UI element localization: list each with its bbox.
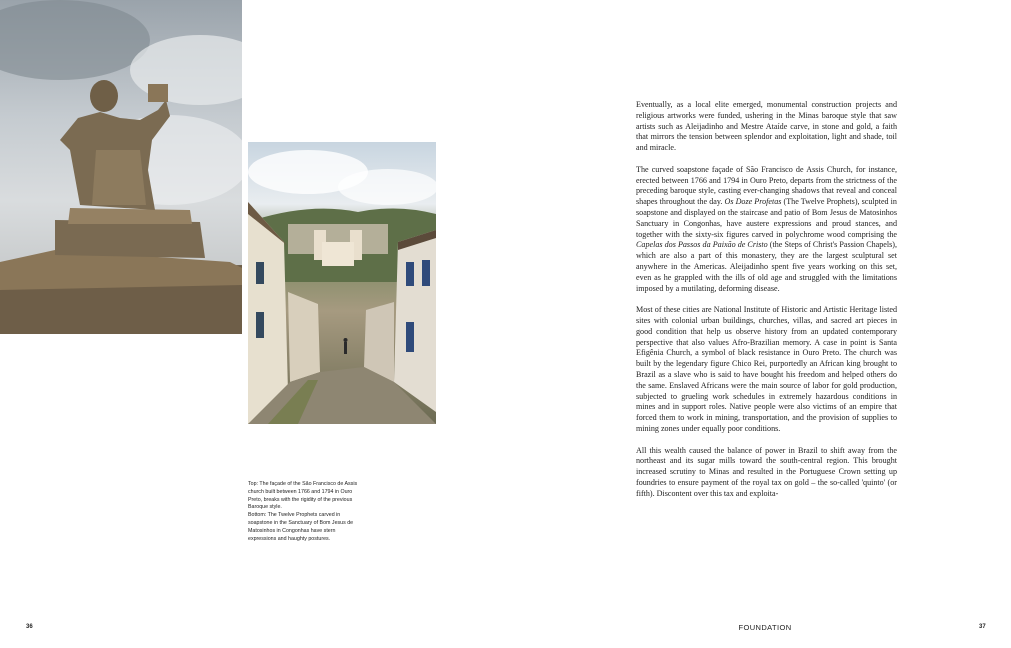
- street-photo: [248, 142, 436, 424]
- photo-caption: [248, 481, 360, 543]
- running-head: FOUNDATION: [738, 623, 792, 632]
- statue-photo: [0, 0, 242, 334]
- paragraph-3: Most of these cities are National Institute of Historic and Artistic Heritage listed sites with colonial urban buildings, churches, villas, and sacred art pieces in good condition that help us observe history from an updated contemporary perspective that also values Afro-Brazilian memory. A case in point is Santa Efigênia Church, a symbol of black resistance in Ouro Preto. The church was built by the legendary figure Chico Rei, purportedly an African king brought to Brazil as a slave who is said to have bought his freedom and helped others do the same. Enslaved Africans were the main source of labor for gold production, subjected to grueling work schedules in extremely hazardous conditions in mines and in support roles. Native people were also victims of an empire that forced them to work in mining, transportation, and the provision of supplies to mining zones under equally poor conditions.: [636, 305, 897, 433]
- paragraph-2-part-a: The curved soapstone façade of São Francisco de Assis Church, for instance, erected between 1766 and 1794 in Ouro Preto, departs from the strictness of the preceding baroque style, casting ever-changing shadows that reveal and conceal shapes throughout the day.: [636, 164, 897, 207]
- paragraph-4: All this wealth caused the balance of power in Brazil to shift away from the northeast and its sugar mills toward the south-central region. This brought increased scrutiny to Minas and resulted in the Portuguese Crown setting up foundries to ensure payment of the royal tax on gold – the so-called 'quinto' (or fifth). Discontent over this tax and exploita-: [636, 445, 897, 498]
- page-number-right: 37: [979, 624, 986, 630]
- article-body: [636, 100, 897, 510]
- caption-bottom: Bottom: The Twelve Prophets carved in soapstone in the Sanctuary of Bom Jesus de Matosinhos in Congonhas have stern expressions and haughty postures.: [248, 512, 354, 542]
- caption-top: Top: The façade of the São Francisco de Assis church built between 1766 and 1794 in Ouro Preto, breaks with the rigidity of the previous Baroque style.: [248, 481, 358, 511]
- paragraph-2-part-b: (The Twelve Prophets), sculpted in soapstone and displayed on the staircase and patio of Bom Jesus de Matosinhos Sanctuary in Congonhas, have austere expressions and proud stances, and together with the sixty-six figures carved in polychrome wood comprising the: [636, 197, 897, 239]
- page-number-left: 36: [26, 624, 33, 630]
- paragraph-2-title-prophets: Os Doze Profetas: [724, 197, 782, 207]
- street-illustration: [248, 142, 436, 424]
- statue-illustration: [0, 0, 242, 334]
- paragraph-1: Eventually, as a local elite emerged, monumental construction projects and religious artworks were funded, ushering in the Minas baroque style that saw artists such as Aleijadinho and Mestre Ataíde carve, in stone and gold, a faith that mirrors the tension between splendor and exploitation, light and shade, toil and miracle.: [636, 100, 897, 153]
- paragraph-2: [636, 165, 897, 295]
- paragraph-2-title-chapels: Capelas dos Passos da Paixão de Cristo: [636, 240, 768, 250]
- paragraph-2-part-c: (the Steps of Christ's Passion Chapels), which are also a part of this monastery, they are the largest sculptural set anywhere in the Americas. Aleijadinho spent five years working on this set, even as he grappled with the ills of old age and struggled with the limitations imposed by a mutilating, deforming disease.: [636, 240, 897, 293]
